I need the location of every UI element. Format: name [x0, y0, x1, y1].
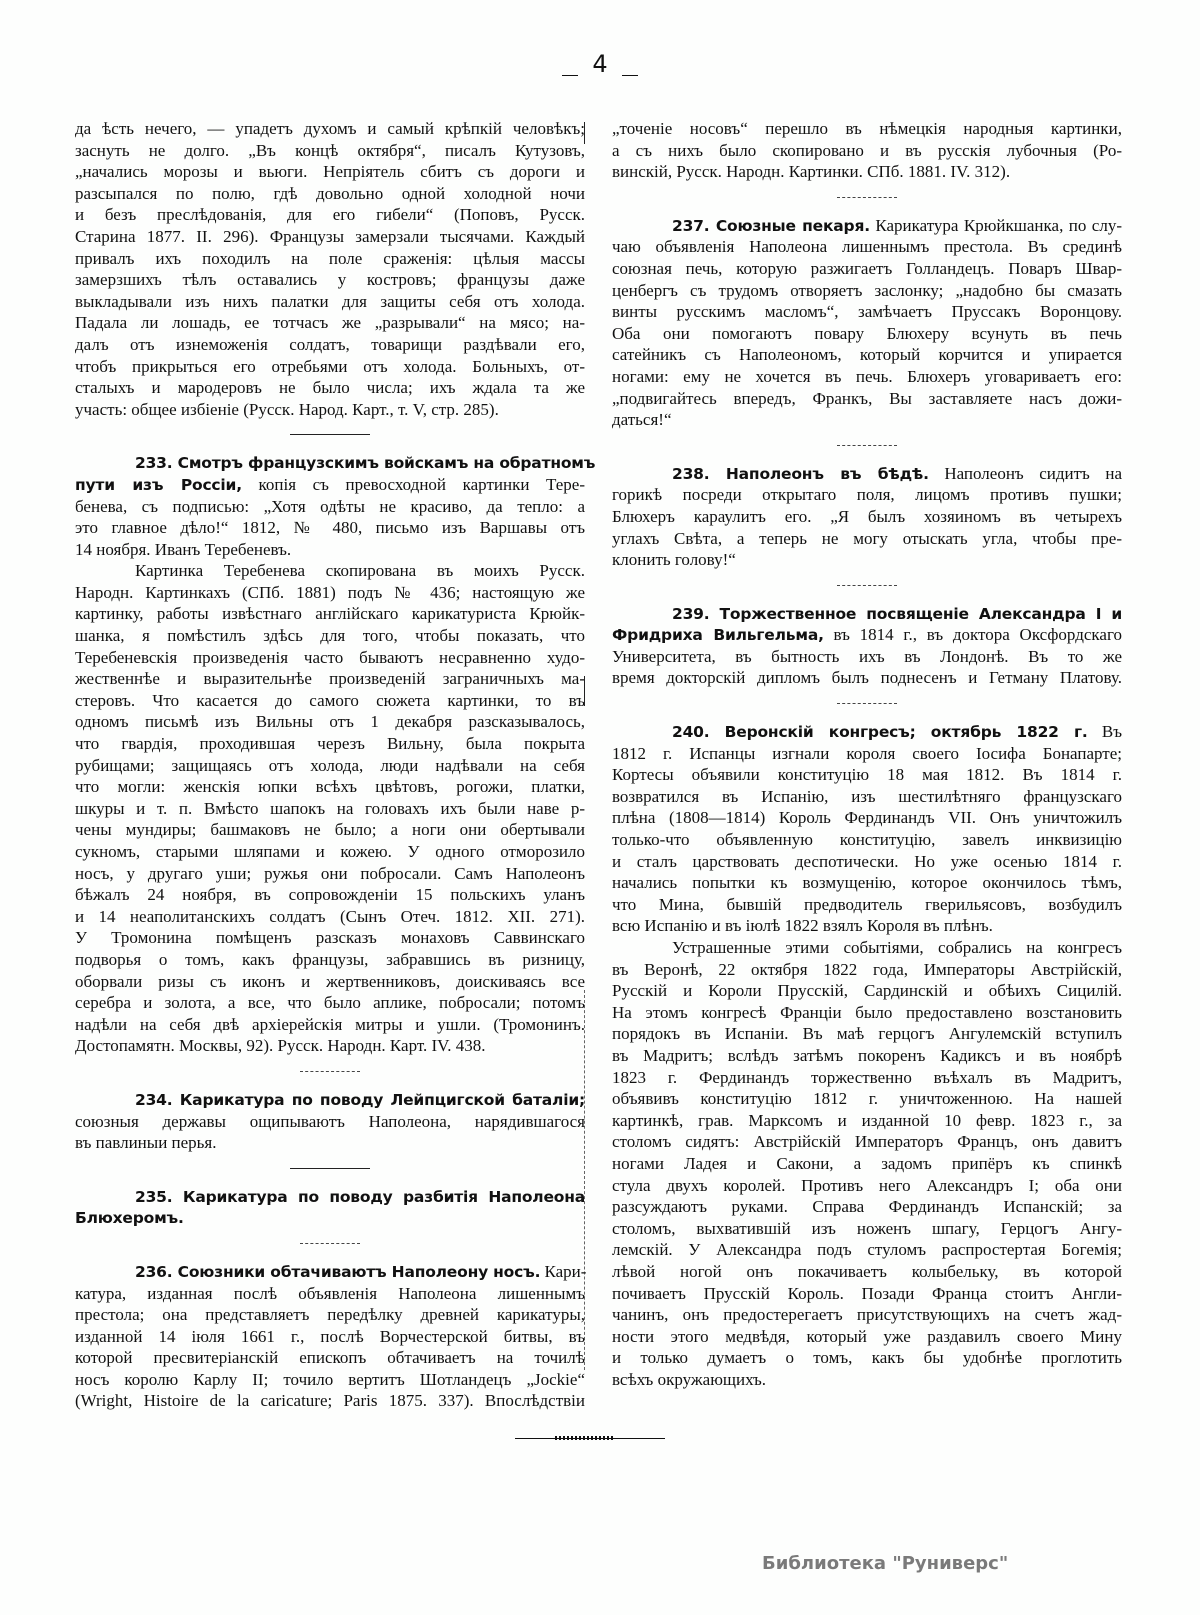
section-divider	[837, 703, 897, 705]
text-line: и безъ преслѣдованія, для его гибели“ (Поповъ, Русск.	[75, 205, 585, 225]
right-column	[612, 118, 1122, 1390]
text-line: горикѣ посреди открытаго поля, лицомъ противъ пушки;	[612, 485, 1122, 505]
text-line: лемскій. У Александра подъ стуломъ распростертая Богемія;	[612, 1240, 1122, 1260]
text-line: винты русскимъ масломъ“, замѣчаетъ Пруссакъ Воронцову.	[612, 302, 1122, 322]
text-line: носъ, у другаго уши; ружья они побросали. Самъ Наполеонъ	[75, 863, 585, 883]
entry-240-heading-line	[612, 721, 1122, 743]
text-line: чаю объявленія Наполеона лишеннымъ престола. Въ срединѣ	[612, 237, 1122, 257]
entry-234-body	[75, 1111, 585, 1154]
text-line: выкладывали изъ нихъ палатки для защиты себя отъ холода.	[75, 291, 585, 311]
entry-235-heading-cont: Блюхеромъ.	[75, 1209, 184, 1228]
entry-234-heading-line	[75, 1089, 585, 1111]
text-line: ногами Ладея и Сакони, а задомъ припёръ къ спинкѣ	[612, 1153, 1122, 1173]
text-line: Кортесы объявили конституцію 18 мая 1812. Въ 1814 г.	[612, 765, 1122, 785]
text-line: ценбергъ съ трудомъ отворяетъ заслонку; „надобно бы смазать	[612, 280, 1122, 300]
text-line: сталыхъ и мародеровъ не было числа; ихъ ждала та же	[75, 378, 585, 398]
entry-239-text: въ 1814 г., въ доктора Оксфордскаго	[823, 625, 1122, 645]
text-line: „точеніе носовъ“ перешло въ нѣмецкія народныя картинки,	[612, 119, 1122, 138]
entry-233-body	[75, 496, 585, 561]
entry-234-heading: 234. Карикатура по поводу Лейпцигской баталіи;	[135, 1090, 585, 1109]
text-line: порядокъ въ Испаніи. Въ маѣ герцогъ Ангулемскій вступилъ	[612, 1024, 1122, 1044]
page-number-dash-right	[622, 75, 638, 76]
entry-236-body	[75, 1283, 585, 1413]
text-line: Русскій и Короли Прусскій, Сардинскій и обѣихъ Сицилій.	[612, 981, 1122, 1001]
section-divider	[290, 1168, 370, 1170]
text-line: сатейникъ съ Наполеономъ, который корчится и упирается	[612, 345, 1122, 365]
entry-237-heading: 237. Союзные пекаря.	[672, 216, 870, 235]
entry-235-heading: 235. Карикатура по поводу разбитія Наполеона	[135, 1187, 585, 1206]
entry-238	[612, 463, 1122, 571]
text-line: винскій, Русск. Народн. Картинки. СПб. 1881. IV. 312).	[612, 162, 1011, 182]
text-line: союзная печь, которую разжигаетъ Голландецъ. Поваръ Швар-	[612, 258, 1122, 278]
entry-233-heading: 233. Смотръ французскимъ войскамъ на обратномъ	[135, 454, 596, 473]
text-line: только-что объявленную конституцію, завелъ инквизицію	[612, 830, 1122, 850]
text-line: которой пресвитеріанскій епископъ обтачиваетъ на точилѣ	[75, 1348, 585, 1368]
entry-240-body	[612, 743, 1122, 937]
text-line: стеровъ. Что касается до самого сюжета картинки, то въ	[75, 690, 585, 710]
text-line: шкуры и т. п. Вмѣсто шапокъ на головахъ ихъ были наве р-	[75, 798, 585, 818]
text-line: всю Испанію и въ іюлѣ 1822 взялъ Короля въ плѣнъ.	[612, 916, 993, 936]
entry-238-heading: 238. Наполеонъ въ бѣдѣ.	[672, 464, 929, 483]
page-number	[0, 50, 1200, 78]
text-line: жественнѣе и выразительнѣе произведеній заграничныхъ ма-	[75, 669, 585, 689]
gutter-mark	[584, 676, 585, 706]
text-line: картинкѣ, грав. Марксомъ и изданной 10 февр. 1823 г., за	[612, 1110, 1122, 1130]
text-line: почиваетъ Прусскій Король. Позади Франца стоитъ Англи-	[612, 1283, 1122, 1303]
text-line: На этомъ конгресѣ Франціи было предоставлено возстановить	[612, 1002, 1122, 1022]
entry-239-body	[612, 646, 1122, 689]
entry-233-text: копія съ превосходной картинки Тере-	[241, 474, 585, 494]
page-number-value: 4	[592, 50, 608, 78]
entry-232-continuation	[75, 118, 585, 420]
text-line: это главное дѣло!“ 1812, № 480, письмо изъ Варшавы отъ	[75, 518, 585, 538]
entry-239	[612, 603, 1122, 689]
entry-234	[75, 1089, 585, 1154]
text-line: У Тромонина помѣщенъ разсказъ монаховъ Саввинскаго	[75, 928, 585, 948]
entry-236-text: Кари-	[540, 1261, 587, 1281]
gutter-mark	[584, 990, 585, 1370]
entry-237-heading-line	[612, 215, 1122, 237]
text-line: ности этого медвѣдя, который уже раздавилъ своего Мину	[612, 1326, 1122, 1346]
text-line: Университета, въ бытность ихъ въ Лондонѣ. Въ то же	[612, 646, 1122, 666]
text-line: замерзшихъ тѣлъ оставались у костровъ; французы даже	[75, 270, 585, 290]
section-divider	[300, 1243, 360, 1245]
entry-237	[612, 215, 1122, 431]
text-line: и только думаетъ о томъ, какъ бы удобнѣе проглотить	[612, 1348, 1122, 1368]
text-line: объявивъ конституцію 1812 г. уничтоженною. На нашей	[612, 1089, 1122, 1109]
entry-236-heading-line	[75, 1261, 585, 1283]
text-line: 1823 г. Фердинандъ торжественно въѣхалъ въ Мадритъ,	[612, 1067, 1122, 1087]
text-line: чены мундиры; башмаковъ не было; а ноги они обертывали	[75, 820, 585, 840]
text-line: сукномъ, старыми шляпами и кожею. У одного отморозило	[75, 842, 585, 861]
text-line: а съ нихъ было скопировано и въ русскія лубочныя (Ро-	[612, 140, 1122, 160]
text-line: столомъ, выхватившій изъ ноженъ шпагу, Герцогъ Ангу-	[612, 1218, 1122, 1238]
text-line: Оба они помогаютъ повару Блюхеру всунуть въ печь	[612, 323, 1122, 343]
text-line: что гвардія, проходившая черезъ Вильну, была покрыта	[75, 734, 585, 754]
entry-233-paragraph-2	[75, 560, 585, 1057]
section-divider	[837, 197, 897, 199]
entry-239-heading-line2	[612, 624, 1122, 646]
text-line: одномъ письмѣ изъ Вильны отъ 1 декабря разсказывалось,	[75, 712, 585, 732]
entry-233-heading-line2	[75, 474, 585, 496]
left-column	[75, 118, 596, 1412]
text-line: даться!“	[612, 410, 672, 430]
text-line: плѣна (1808—1814) Король Фердинандъ VII. Онъ уничтожилъ	[612, 808, 1122, 828]
text-line: серебра и золота, а все, что было аплике, побросали; потомъ	[75, 993, 585, 1013]
entry-240-paragraph-2	[612, 937, 1122, 1390]
text-line: чанинъ, онъ предостерегаетъ присутствующихъ на счетъ жад-	[612, 1305, 1122, 1325]
text-line: изданной 14 іюля 1661 г., послѣ Ворчестерской битвы, въ	[75, 1326, 585, 1346]
text-line: Падала ли лошадь, ее тотчасъ же „разрывали“ на мясо; на-	[75, 313, 585, 333]
text-line: оборвали ризы съ иконъ и жертвенниковъ, доискиваясь все	[75, 971, 585, 991]
text-line: Народн. Картинкахъ (СПб. 1881) подъ № 436; настоящую же	[75, 582, 585, 602]
text-line: въ Мадритъ; вслѣдъ затѣмъ покоренъ Кадиксъ и въ ноябрѣ	[612, 1045, 1122, 1065]
text-line: стула двухъ королей. Противъ него Александръ I; оба они	[612, 1175, 1122, 1195]
entry-236	[75, 1261, 585, 1412]
entry-236-heading: 236. Союзники обтачиваютъ Наполеону носъ.	[135, 1262, 541, 1281]
section-divider	[290, 434, 370, 436]
text-line: носъ королю Карлу II; точило вертитъ Шотландецъ „Jockie“	[75, 1369, 585, 1389]
gutter-mark	[584, 122, 585, 144]
entry-239-heading-line1	[612, 603, 1122, 625]
entry-237-body	[612, 236, 1122, 430]
text-line: углахъ Свѣта, а теперь не могу отыскать угла, чтобы пре-	[612, 528, 1122, 548]
entry-240-heading: 240. Веронскій конгресъ; октябрь 1822 г.	[672, 723, 1088, 742]
text-line: чтобъ прикрыться его отребьями отъ холода. Больныхъ, от-	[75, 356, 585, 376]
entry-240	[612, 721, 1122, 1390]
text-line: что могли: женскія юпки всѣхъ цвѣтовъ, рогожи, платки,	[75, 777, 585, 797]
text-line: „подвигайтесь впередъ, Франкъ, Вы заставляете насъ дожи-	[612, 388, 1122, 408]
page-number-dash-left	[562, 75, 578, 76]
text-line: разсыпался по полю, гдѣ довольно одной холодной ночи	[75, 183, 585, 203]
entry-233-heading-line1	[75, 452, 596, 474]
entry-240-text: Въ	[1087, 722, 1122, 742]
entry-235-heading-line2	[75, 1207, 585, 1229]
text-line: да ѣсть нечего, — упадетъ духомъ и самый крѣпкій человѣкъ;	[75, 119, 585, 138]
text-line: лѣвой ногой онъ покачиваетъ колыбельку, въ которой	[612, 1261, 1122, 1281]
text-line: Устрашенные этими событіями, собрались на конгресъ	[672, 938, 1122, 957]
text-line: Блюхеръ караулитъ его. „Я былъ хозяиномъ въ четырехъ	[612, 506, 1122, 526]
text-line: и сталъ царствовать деспотически. Но уже осенью 1814 г.	[612, 851, 1122, 871]
text-line: что Мина, бывшій предводитель гверильясовъ, возбудилъ	[612, 894, 1122, 914]
entry-238-heading-line	[612, 463, 1122, 485]
text-line: начались попытки къ возмущенію, которое окончилось тѣмъ,	[612, 873, 1122, 893]
text-line: далъ отъ изнеможенія солдатъ, товарищи раздѣвали его,	[75, 334, 585, 354]
ornamental-tailpiece	[515, 1437, 665, 1441]
text-line: надѣли на себя двѣ архіерейскія митры и ушли. (Тромонинъ.	[75, 1014, 585, 1034]
text-line: Достопамятн. Москвы, 92). Русск. Народн. Карт. IV. 438.	[75, 1036, 486, 1056]
text-line: клонить голову!“	[612, 550, 736, 570]
section-divider	[300, 1071, 360, 1073]
text-line: рубищами; защищаясь отъ холода, люди надѣвали на себя	[75, 755, 585, 775]
entry-235	[75, 1186, 585, 1229]
text-line: въ павлиныи перья.	[75, 1133, 217, 1153]
text-line: участь: общее избіеніе (Русск. Народ. Карт., т. V, стр. 285).	[75, 399, 499, 419]
entry-233	[75, 452, 596, 1057]
text-line: бѣжалъ 24 ноября, въ сопровожденіи 15 польскихъ уланъ	[75, 885, 585, 905]
text-line: союзныя державы ощипываютъ Наполеона, нарядившагося	[75, 1111, 585, 1131]
section-divider	[837, 585, 897, 587]
entry-239-heading: 239. Торжественное посвященіе Александра I и	[672, 604, 1122, 623]
text-line: картинку, работы извѣстнаго англійскаго карикатуриста Крюйк-	[75, 604, 585, 624]
text-line: 14 ноября. Иванъ Теребеневъ.	[75, 539, 292, 559]
text-line: Теребеневскія произведенія часто бываютъ несравненно худо-	[75, 647, 585, 667]
text-line: Картинка Теребенева скопирована въ моихъ Русск.	[135, 561, 585, 581]
section-divider	[837, 445, 897, 447]
text-line: разсуждаютъ руками. Справа Фердинандъ Испанскій; за	[612, 1197, 1122, 1217]
text-line: (Wright, Histoire de la caricature; Paris 1875. 337). Впослѣдствіи	[75, 1391, 585, 1411]
text-line: ногами: ему не хочется въ печь. Блюхеръ уговариваетъ его:	[612, 366, 1122, 386]
text-line: и 14 неаполитанскихъ солдатъ (Сынъ Отеч. 1812. XII. 271).	[75, 906, 585, 926]
text-line: Старина 1877. II. 296). Французы замерзали тысячами. Каждый	[75, 226, 585, 246]
text-line: катура, изданная послѣ объявленія Наполеона лишеннымъ	[75, 1283, 585, 1303]
text-line: бенева, съ подписью: „Хотя одѣты не красиво, да тепло: а	[75, 496, 585, 516]
entry-238-body	[612, 484, 1122, 570]
entry-239-heading-cont: Фридриха Вильгельма,	[612, 626, 824, 645]
text-line: привалъ ихъ походилъ на поле сраженія: цѣлыя массы	[75, 248, 585, 268]
entry-235-heading-line1	[75, 1186, 585, 1208]
text-line: 1812 г. Испанцы изгнали короля своего Іосифа Бонапарте;	[612, 743, 1122, 763]
library-watermark: Библиотека "Руниверс"	[762, 1553, 1009, 1574]
text-line: шанка, я помѣстилъ здѣсь для того, чтобы показать, что	[75, 626, 585, 646]
text-line: время докторскій дипломъ былъ поднесенъ и Гетману Платову.	[612, 668, 1122, 688]
text-line: престола; она представляетъ передѣлку древней карикатуры,	[75, 1305, 585, 1325]
entry-237-text: Карикатура Крюйкшанка, по слу-	[869, 215, 1122, 235]
text-line: возвратился въ Испанію, изъ шестилѣтняго французскаго	[612, 786, 1122, 806]
text-line: столомъ сидятъ: Австрійскій Императоръ Францъ, онъ давитъ	[612, 1132, 1122, 1152]
entry-238-text: Наполеонъ сидитъ на	[928, 463, 1122, 483]
text-line: въ Веронѣ, 22 октября 1822 года, Императоры Австрійскій,	[612, 959, 1122, 979]
text-line: всѣхъ окружающихъ.	[612, 1369, 766, 1389]
text-line: „начались морозы и вьюги. Непріятель сбитъ съ дороги и	[75, 162, 585, 182]
text-line: заснуть не долго. „Въ концѣ октября“, писалъ Кутузовъ,	[75, 140, 585, 160]
entry-233-heading-cont: пути изъ Россіи,	[75, 475, 242, 494]
entry-236-continuation	[612, 118, 1122, 183]
text-line: подворья о томъ, какъ французы, забравшись въ ризницу,	[75, 949, 585, 969]
